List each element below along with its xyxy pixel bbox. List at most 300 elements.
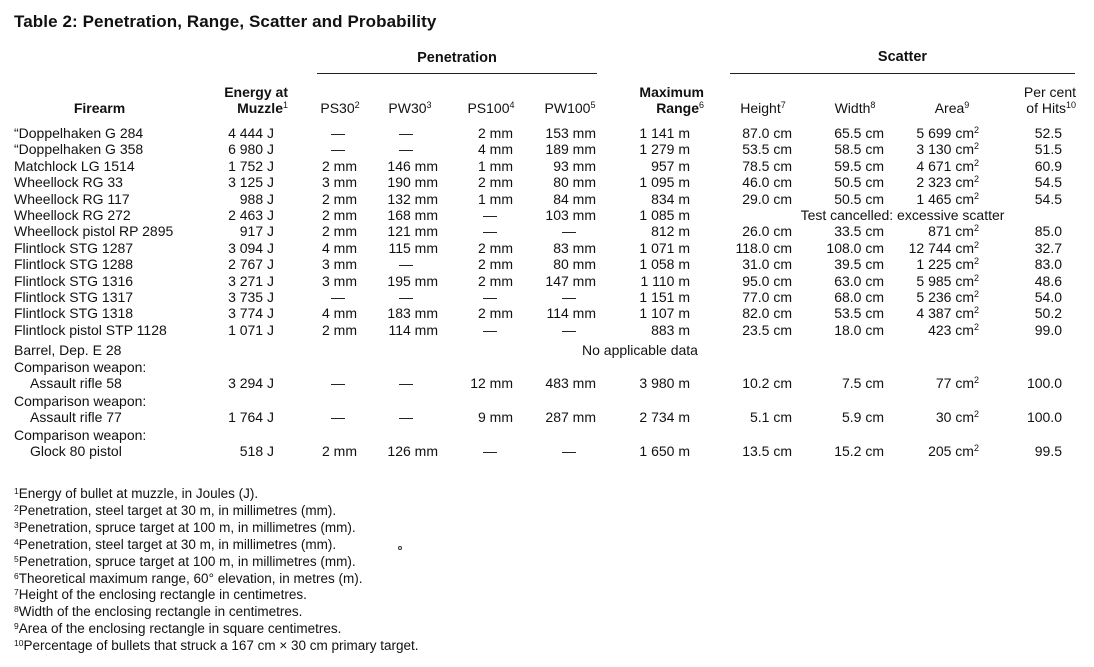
ps30-cell: 2 mm — [322, 223, 357, 240]
table-row — [0, 158, 1094, 175]
pw100-cell: 93 mm — [553, 157, 596, 174]
ps100-cell: — — [483, 223, 497, 240]
comparison-label: Comparison weapon: — [14, 393, 147, 409]
table-row — [0, 443, 1094, 460]
height-cell: 46.0 cm — [742, 174, 792, 191]
area-cell — [916, 174, 979, 191]
ps30-cell: 2 mm — [322, 157, 357, 174]
hits-cell: 83.0 — [1034, 256, 1062, 273]
width-cell: 63.0 cm — [834, 272, 884, 289]
range-cell: 957 m — [651, 157, 690, 174]
area-unit-exponent: 2 — [973, 239, 979, 250]
ps100-cell: 1 mm — [478, 157, 513, 174]
ps100-cell: 2 mm — [478, 125, 513, 141]
energy-cell: 3 774 J — [228, 305, 274, 322]
footnote — [14, 502, 336, 519]
hits-cell: 60.9 — [1034, 157, 1062, 174]
hits-cell: 54.0 — [1034, 289, 1062, 305]
pw30-cell: — — [399, 125, 413, 141]
height-cell: 118.0 cm — [735, 239, 792, 256]
hits-cell: 54.5 — [1034, 174, 1062, 191]
pw30-cell: — — [399, 256, 413, 273]
table-row — [0, 375, 1094, 392]
height-cell: 87.0 cm — [742, 125, 792, 141]
footnote — [14, 553, 356, 570]
footnote-number: 6 — [14, 570, 19, 581]
height-cell: 95.0 cm — [742, 272, 792, 289]
height-cell: 10.2 cm — [742, 375, 792, 391]
hits-cell: 99.0 — [1034, 321, 1062, 338]
height-cell: 78.5 cm — [742, 157, 792, 174]
table-row — [0, 342, 1094, 359]
area-cell — [916, 125, 979, 142]
pw100-cell: 483 mm — [545, 375, 596, 391]
ps100-cell: 2 mm — [478, 239, 513, 256]
table-row — [0, 273, 1094, 290]
energy-cell: 4 444 J — [228, 125, 274, 141]
energy-cell: 988 J — [239, 190, 274, 207]
firearm-cell: Barrel, Dep. E 28 — [14, 342, 122, 358]
ps30-cell: — — [331, 141, 345, 158]
firearm-cell: Assault rifle 77 — [30, 409, 122, 425]
area-cell — [916, 256, 979, 273]
width-cell: 33.5 cm — [834, 223, 884, 240]
area-cell — [916, 141, 979, 158]
hits-column-header — [1000, 84, 1076, 116]
hits-header-line1: Per cent — [1023, 84, 1076, 100]
area-cell — [909, 240, 979, 257]
energy-cell: 6 980 J — [228, 141, 274, 158]
table-row — [0, 223, 1094, 240]
range-cell: 1 071 m — [639, 239, 690, 256]
width-cell: 39.5 cm — [834, 256, 884, 273]
ps100-cell: 9 mm — [478, 409, 513, 425]
energy-header-line2-text: Muzzle — [237, 100, 283, 116]
area-unit-exponent: 2 — [973, 443, 979, 453]
hits-cell: 99.5 — [1034, 443, 1062, 459]
range-cell: 812 m — [651, 223, 690, 240]
width-cell: 65.5 cm — [834, 125, 884, 141]
footnote-number: 8 — [14, 604, 19, 615]
hits-cell: 32.7 — [1034, 239, 1062, 256]
area-value: 5 236 cm — [916, 289, 974, 305]
energy-cell: 3 125 J — [228, 174, 274, 191]
area-cell — [916, 289, 979, 306]
width-cell: 50.5 cm — [834, 190, 884, 207]
pw100-cell: 153 mm — [545, 125, 596, 141]
ps30-cell: 3 mm — [322, 174, 357, 191]
energy-header-line2 — [190, 100, 288, 116]
area-unit-exponent: 2 — [973, 305, 979, 316]
area-value: 4 671 cm — [916, 157, 974, 174]
ps100-cell: 4 mm — [478, 141, 513, 158]
width-cell: 53.5 cm — [834, 305, 884, 322]
scatter-group-header: Scatter — [877, 49, 928, 65]
range-cell: 1 085 m — [639, 207, 690, 223]
hits-cell: 48.6 — [1034, 272, 1062, 289]
ps30-cell: — — [331, 125, 345, 141]
comparison-label-row — [0, 393, 1094, 410]
energy-cell: 1 764 J — [228, 409, 274, 425]
width-cell: 50.5 cm — [834, 174, 884, 191]
range-cell: 883 m — [651, 321, 690, 338]
area-cell — [916, 305, 979, 322]
footnote-text: Area of the enclosing rectangle in square centimetres. — [18, 621, 342, 637]
table-row — [0, 141, 1094, 158]
height-cell: 31.0 cm — [742, 256, 792, 273]
width-cell: 7.5 cm — [841, 375, 884, 391]
pw100-cell: — — [562, 443, 576, 459]
ps100-footnote-ref: 4 — [509, 100, 515, 110]
pw100-cell: 83 mm — [553, 239, 596, 256]
pw30-cell: 126 mm — [387, 443, 438, 459]
hits-cell: 100.0 — [1026, 375, 1062, 391]
area-value: 871 cm — [928, 223, 974, 240]
pw30-cell: 195 mm — [387, 272, 438, 289]
ps100-cell: 1 mm — [478, 190, 513, 207]
height-cell: 77.0 cm — [742, 289, 792, 305]
footnote-number: 7 — [14, 587, 19, 598]
energy-cell: 3 294 J — [228, 375, 274, 391]
table-row — [0, 322, 1094, 339]
ps30-header-text: PS30 — [320, 100, 355, 116]
area-unit-exponent: 2 — [973, 289, 979, 299]
hits-cell: 51.5 — [1034, 141, 1062, 158]
pw30-cell: 190 mm — [387, 174, 438, 191]
area-unit-exponent: 2 — [973, 375, 979, 385]
ps100-cell: 2 mm — [478, 305, 513, 322]
firearm-cell: Flintlock STG 1317 — [14, 289, 134, 305]
energy-cell: 3 271 J — [228, 272, 274, 289]
pw100-column-header — [535, 100, 605, 116]
ps100-cell: — — [483, 207, 497, 223]
pw30-cell: 115 mm — [388, 239, 438, 256]
table-row — [0, 174, 1094, 191]
table-row — [0, 240, 1094, 257]
area-cell — [928, 443, 979, 460]
height-cell: 23.5 cm — [742, 321, 792, 338]
footnote — [14, 620, 341, 637]
height-cell: 53.5 cm — [742, 141, 792, 158]
width-cell: 59.5 cm — [834, 157, 884, 174]
range-cell: 1 650 m — [639, 443, 690, 459]
width-footnote-ref: 8 — [870, 100, 876, 110]
pw100-cell: — — [562, 321, 576, 338]
ps30-cell: 2 mm — [322, 190, 357, 207]
area-value: 1 465 cm — [916, 190, 974, 207]
energy-cell: 1 752 J — [228, 157, 274, 174]
area-unit-exponent: 2 — [973, 223, 979, 234]
area-column-header — [922, 100, 982, 116]
area-value: 2 323 cm — [916, 174, 974, 191]
footnote-text: Width of the enclosing rectangle in centimetres. — [18, 604, 303, 620]
comparison-label-row — [0, 427, 1094, 444]
pw30-cell: 146 mm — [387, 157, 438, 174]
pw100-cell: 287 mm — [545, 409, 596, 425]
range-cell: 1 110 m — [640, 272, 690, 289]
hits-cell: 100.0 — [1026, 409, 1062, 425]
range-cell: 1 107 m — [639, 305, 690, 322]
width-cell: 68.0 cm — [834, 289, 884, 305]
ps30-cell: 2 mm — [322, 321, 357, 338]
firearm-cell: Flintlock STG 1316 — [14, 272, 134, 289]
ps100-cell: 12 mm — [470, 375, 513, 391]
ps30-cell: — — [331, 375, 345, 391]
energy-cell: 3 735 J — [228, 289, 274, 305]
area-unit-exponent: 2 — [973, 125, 979, 135]
area-value: 30 cm — [935, 409, 974, 425]
footnote-text: Penetration, steel target at 30 m, in millimetres (mm). — [18, 502, 337, 518]
firearm-cell: “Doppelhaken G 358 — [14, 141, 144, 158]
firearm-cell: Assault rifle 58 — [30, 375, 122, 391]
footnote-number: 5 — [14, 553, 19, 564]
area-unit-exponent: 2 — [973, 157, 979, 168]
stray-mark — [398, 546, 402, 550]
range-cell: 834 m — [651, 190, 690, 207]
footnote-number: 9 — [14, 621, 19, 632]
area-unit-exponent: 2 — [973, 321, 979, 332]
pw100-cell: 84 mm — [553, 190, 596, 207]
pw30-cell: 168 mm — [387, 207, 438, 223]
firearm-cell: Wheellock pistol RP 2895 — [14, 223, 174, 240]
footnote — [14, 519, 356, 536]
firearm-cell: Wheellock RG 33 — [14, 174, 123, 191]
energy-cell: 2 463 J — [228, 207, 274, 223]
firearm-cell: Wheellock RG 272 — [14, 207, 131, 223]
pw30-cell: — — [399, 409, 413, 425]
ps100-cell: 2 mm — [478, 256, 513, 273]
range-cell: 1 279 m — [639, 141, 690, 158]
footnote-text: Theoretical maximum range, 60° elevation, in metres (m). — [18, 570, 363, 586]
area-value: 3 130 cm — [916, 141, 974, 158]
ps30-column-header — [310, 100, 370, 116]
footnote — [14, 485, 258, 502]
area-value: 77 cm — [935, 375, 974, 391]
scatter-group-rule — [730, 73, 1075, 74]
hits-header-line2 — [1000, 100, 1076, 116]
area-unit-exponent: 2 — [973, 190, 979, 201]
comparison-label: Comparison weapon: — [14, 359, 147, 375]
firearm-header-text: Firearm — [73, 100, 126, 116]
ps100-cell: — — [483, 321, 497, 338]
area-value: 1 225 cm — [916, 256, 974, 273]
height-cell: 26.0 cm — [742, 223, 792, 240]
pw100-cell: 114 mm — [546, 305, 596, 322]
footnote-text: Penetration, spruce target at 100 m, in millimetres (mm). — [18, 519, 356, 535]
area-value: 4 387 cm — [916, 305, 974, 322]
hits-header-line2-text: of Hits — [1026, 100, 1066, 116]
pw30-cell: — — [399, 375, 413, 391]
table-title: Table 2: Penetration, Range, Scatter and Probability — [14, 12, 437, 31]
ps30-cell: 3 mm — [322, 256, 357, 273]
table-row — [0, 125, 1094, 142]
ps30-footnote-ref: 2 — [354, 100, 360, 110]
range-cell: 1 058 m — [639, 256, 690, 273]
firearm-cell: Matchlock LG 1514 — [14, 157, 135, 174]
area-value: 423 cm — [928, 321, 974, 338]
range-column-header — [610, 84, 704, 116]
area-cell — [936, 409, 979, 426]
area-value: 5 699 cm — [916, 125, 974, 141]
pw30-cell: 114 mm — [388, 321, 438, 338]
hits-cell: 54.5 — [1034, 190, 1062, 207]
firearm-column-header — [62, 100, 137, 116]
area-value: 12 744 cm — [908, 239, 974, 256]
range-cell: 1 151 m — [639, 289, 690, 305]
area-cell — [928, 322, 979, 339]
ps30-cell: 4 mm — [322, 239, 357, 256]
footnote-text: Penetration, spruce target at 100 m, in millimetres (mm). — [18, 553, 356, 569]
pw30-footnote-ref: 3 — [426, 100, 432, 110]
firearm-cell: Flintlock STG 1318 — [14, 305, 134, 322]
area-cell — [916, 191, 979, 208]
width-cell: 5.9 cm — [841, 409, 884, 425]
firearm-cell: Flintlock STG 1288 — [14, 256, 134, 273]
ps100-cell: — — [483, 443, 497, 459]
firearm-cell: Flintlock STG 1287 — [14, 239, 134, 256]
ps30-cell: 2 mm — [322, 207, 357, 223]
energy-cell: 917 J — [239, 223, 274, 240]
area-cell — [916, 158, 979, 175]
ps30-cell: — — [331, 289, 345, 305]
range-cell: 3 980 m — [639, 375, 690, 391]
hits-cell: 85.0 — [1034, 223, 1062, 240]
footnote-text: Penetration, steel target at 30 m, in millimetres (mm). — [18, 536, 337, 552]
ps100-cell: — — [483, 289, 497, 305]
footnote — [14, 570, 363, 587]
energy-cell: 1 071 J — [228, 321, 274, 338]
footnote-text: Energy of bullet at muzzle, in Joules (J). — [18, 486, 259, 501]
pw30-cell: 132 mm — [387, 190, 438, 207]
pw100-cell: 80 mm — [553, 174, 596, 191]
comparison-label: Comparison weapon: — [14, 427, 147, 443]
ps100-cell: 2 mm — [478, 272, 513, 289]
pw30-header-text: PW30 — [388, 100, 427, 116]
penetration-group-rule — [317, 73, 597, 74]
pw30-column-header — [380, 100, 440, 116]
area-cell — [936, 375, 979, 392]
area-unit-exponent: 2 — [973, 256, 979, 267]
table-row — [0, 256, 1094, 273]
ps30-cell: 3 mm — [322, 272, 357, 289]
width-cell: 15.2 cm — [834, 443, 884, 459]
range-cell: 2 734 m — [639, 409, 690, 425]
firearm-cell: Wheellock RG 117 — [14, 190, 130, 207]
height-cell: 82.0 cm — [742, 305, 792, 322]
ps30-cell: — — [331, 409, 345, 425]
energy-header-line1: Energy at — [224, 84, 288, 100]
height-footnote-ref: 7 — [780, 100, 786, 110]
pw100-cell: 189 mm — [545, 141, 596, 158]
width-column-header — [820, 100, 890, 116]
firearm-cell: Glock 80 pistol — [30, 443, 122, 459]
footnote — [14, 637, 419, 654]
table-row — [0, 305, 1094, 322]
area-cell — [928, 223, 979, 240]
height-cell: 29.0 cm — [742, 190, 792, 207]
no-data-note: No applicable data — [582, 342, 698, 358]
pw100-header-text: PW100 — [544, 100, 591, 116]
table-row — [0, 409, 1094, 426]
hits-cell: 50.2 — [1034, 305, 1062, 322]
height-column-header — [728, 100, 798, 116]
area-unit-exponent: 2 — [973, 141, 979, 152]
footnote — [14, 603, 302, 620]
range-header-line2 — [610, 100, 704, 116]
energy-footnote-ref: 1 — [282, 100, 288, 110]
comparison-label-row — [0, 359, 1094, 376]
range-header-line2-text: Range — [656, 100, 699, 116]
area-unit-exponent: 2 — [973, 272, 979, 283]
footnote — [14, 536, 336, 553]
width-header-text: Width — [834, 100, 871, 116]
table-row — [0, 191, 1094, 208]
area-value: 5 985 cm — [916, 272, 974, 289]
pw100-cell: 80 mm — [553, 256, 596, 273]
range-header-line1: Maximum — [639, 84, 704, 100]
range-cell: 1 141 m — [639, 125, 690, 141]
energy-column-header — [190, 84, 288, 116]
area-unit-exponent: 2 — [973, 174, 979, 185]
footnote-number: 2 — [14, 502, 19, 513]
footnote-number: 3 — [14, 519, 19, 530]
height-cell: 13.5 cm — [742, 443, 792, 459]
ps100-header-text: PS100 — [467, 100, 510, 116]
footnote — [14, 586, 307, 603]
footnote-text: Percentage of bullets that struck a 167 cm × 30 cm primary target. — [23, 638, 419, 654]
energy-cell: 2 767 J — [228, 256, 274, 273]
area-value: 205 cm — [928, 443, 974, 459]
range-cell: 1 095 m — [639, 174, 690, 191]
pw30-cell: — — [399, 141, 413, 158]
table-row — [0, 289, 1094, 306]
footnote-number: 10 — [14, 638, 24, 649]
pw30-cell: 183 mm — [387, 305, 438, 322]
width-cell: 58.5 cm — [834, 141, 884, 158]
pw100-cell: — — [562, 223, 576, 240]
firearm-cell: Flintlock pistol STP 1128 — [14, 321, 167, 338]
penetration-group-header: Penetration — [417, 50, 497, 66]
pw30-cell: — — [399, 289, 413, 305]
area-footnote-ref: 9 — [964, 100, 970, 110]
height-cell: 5.1 cm — [749, 409, 792, 425]
pw30-cell: 121 mm — [387, 223, 438, 240]
pw100-cell: — — [562, 289, 576, 305]
pw100-footnote-ref: 5 — [590, 100, 596, 110]
footnote-number: 4 — [14, 536, 19, 547]
range-footnote-ref: 6 — [698, 100, 704, 110]
area-unit-exponent: 2 — [973, 409, 979, 419]
table-row — [0, 207, 1094, 224]
ps30-cell: 4 mm — [322, 305, 357, 322]
height-header-text: Height — [740, 100, 781, 116]
width-cell: 108.0 cm — [826, 239, 884, 256]
energy-cell: 3 094 J — [228, 239, 274, 256]
pw100-cell: 103 mm — [545, 207, 596, 223]
area-cell — [916, 273, 979, 290]
ps100-column-header — [458, 100, 524, 116]
footnote-text: Height of the enclosing rectangle in centimetres. — [18, 587, 307, 603]
hits-footnote-ref: 10 — [1065, 100, 1076, 110]
scatter-note: Test cancelled: excessive scatter — [800, 207, 1005, 223]
firearm-cell: “Doppelhaken G 284 — [14, 125, 144, 141]
hits-cell: 52.5 — [1034, 125, 1062, 141]
width-cell: 18.0 cm — [834, 321, 884, 338]
ps100-cell: 2 mm — [478, 174, 513, 191]
energy-cell: 518 J — [239, 443, 274, 459]
footnote-number: 1 — [14, 486, 19, 496]
area-header-text: Area — [934, 100, 965, 116]
